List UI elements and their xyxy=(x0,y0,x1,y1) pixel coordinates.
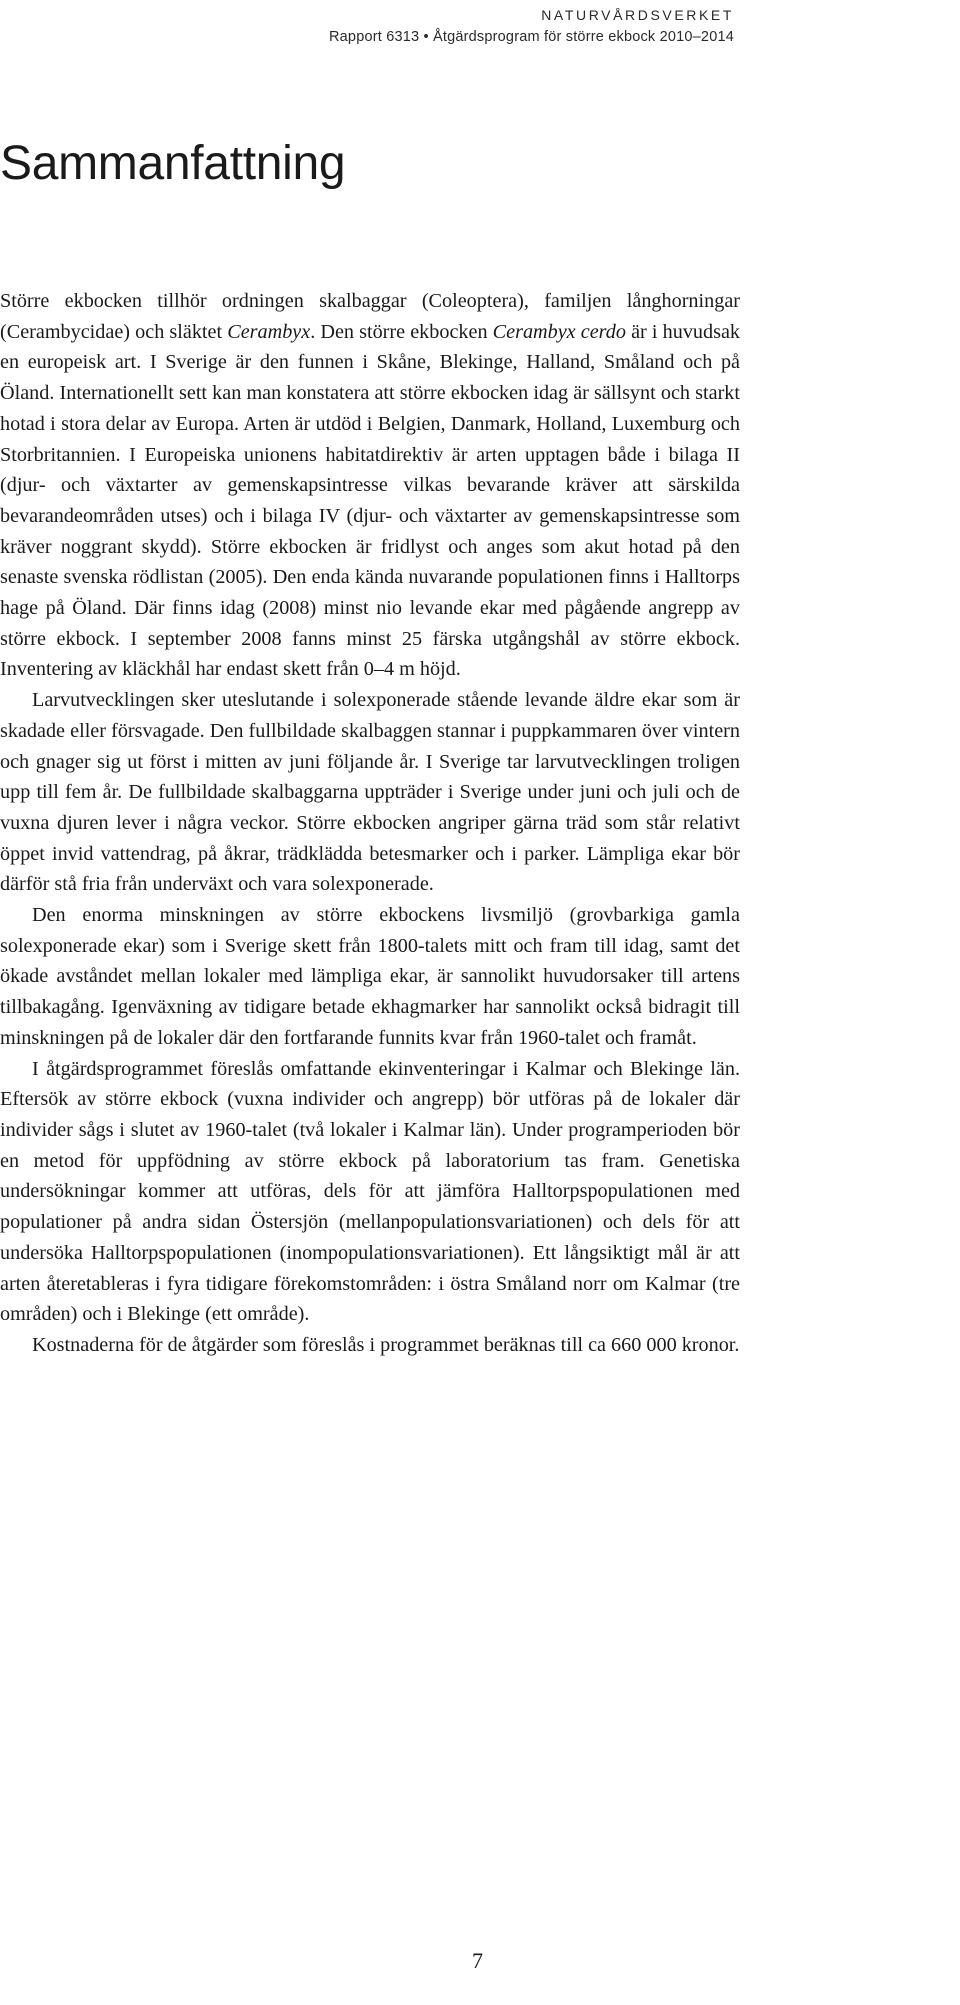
page-title: Sammanfattning xyxy=(0,137,346,190)
summary-body xyxy=(0,286,740,1361)
text-run: är i huvudsak en europeisk art. I Sverige är den funnen i Skåne, Blekinge, Halland, Småland och på Öland. Internationellt sett kan man konstatera att större ekbocken idag är sällsynt och starkt hotad i stora delar av Europa. Arten är utdöd i Belgien, Danmark, Holland, Luxemburg och Storbritannien. I Europeiska unionens habitatdirektiv är arten upptagen både i bilaga II (djur- och växtarter av gemenskapsintresse vilkas bevarande kräver att särskilda bevarandeområden utses) och i bilaga IV (djur- och växtarter av gemenskapsintresse som kräver noggrant skydd). Större ekbocken är fridlyst och anges som akut hotad på den senaste svenska rödlistan (2005). Den enda kända nuvarande populationen finns i Halltorps hage på Öland. Där finns idag (2008) minst nio levande ekar med pågående angrepp av större ekbock. I september 2008 fanns minst 25 färska utgångshål av större ekbock. Inventering av kläckhål har endast skett från 0–4 m höjd. xyxy=(0,320,741,681)
page-number: 7 xyxy=(472,1948,483,1973)
text-run: I åtgärdsprogrammet föreslås omfattande ekinventeringar i Kalmar och Blekinge län. Eftersök av större ekbock (vuxna individer och angrepp) bör utföras på de lokaler där individer sågs i slutet av 1960-talet (två lokaler i Kalmar län). Under programperioden bör en metod för uppfödning av större ekbock på laboratorium tas fram. Genetiska undersökningar kommer att utföras, dels för att jämföra Halltorpspopulationen med populationer på andra sidan Östersjön (mellanpopulationsvariationen) och dels för att undersöka Halltorpspopulationen (inompopulationsvariationen). Ett långsiktigt mål är att arten återetableras i fyra tidigare förekomstområden: i östra Småland norr om Kalmar (tre områden) och i Blekinge (ett område). xyxy=(0,1057,740,1326)
header-organization: NATURVÅRDSVERKET xyxy=(541,7,734,23)
paragraph xyxy=(0,1054,740,1330)
text-run: . Den större ekbocken xyxy=(310,320,493,343)
header-report-line: Rapport 6313 • Åtgärdsprogram för större ekbock 2010–2014 xyxy=(329,29,734,45)
paragraph xyxy=(0,900,740,1054)
text-run: Den enorma minskningen av större ekbockens livsmiljö (grovbarkiga gamla solexponerade ekar) som i Sverige skett från 1800-talets mitt och fram till idag, samt det ökade avståndet mellan lokaler med lämpliga ekar, är sannolikt huvudorsaker till artens tillbakagång. Igenväxning av tidigare betade ekhagmarker har sannolikt också bidragit till minskningen på de lokaler där den fortfarande funnits kvar från 1960-talet och framåt. xyxy=(0,904,740,1049)
text-run: Larvutvecklingen sker uteslutande i solexponerade stående levande äldre ekar som är skadade eller försvagade. Den fullbildade skalbaggen stannar i puppkammaren över vintern och gnager sig ut först i mitten av juni följande år. I Sverige tar larvutvecklingen troligen upp till fem år. De fullbildade skalbaggarna uppträder i Sverige under juni och juli och de vuxna djuren lever i några veckor. Större ekbocken angriper gärna träd som står relativt öppet invid vattendrag, på åkrar, trädklädda betesmarker och i parker. Lämpliga ekar bör därför stå fria från underväxt och vara solexponerade. xyxy=(0,689,740,896)
paragraph xyxy=(0,286,740,685)
text-run: Större ekbocken tillhör ordningen skalbaggar (Coleoptera), familjen långhorningar (Cerambycidae) och släktet xyxy=(0,290,740,343)
paragraph xyxy=(0,1330,740,1361)
italic-term: Cerambyx cerdo xyxy=(492,320,626,343)
running-header xyxy=(329,4,734,48)
italic-term: Cerambyx xyxy=(227,320,311,343)
text-run: Kostnaderna för de åtgärder som föreslås i programmet beräknas till ca 660 000 kronor. xyxy=(32,1333,740,1356)
paragraph xyxy=(0,685,740,900)
